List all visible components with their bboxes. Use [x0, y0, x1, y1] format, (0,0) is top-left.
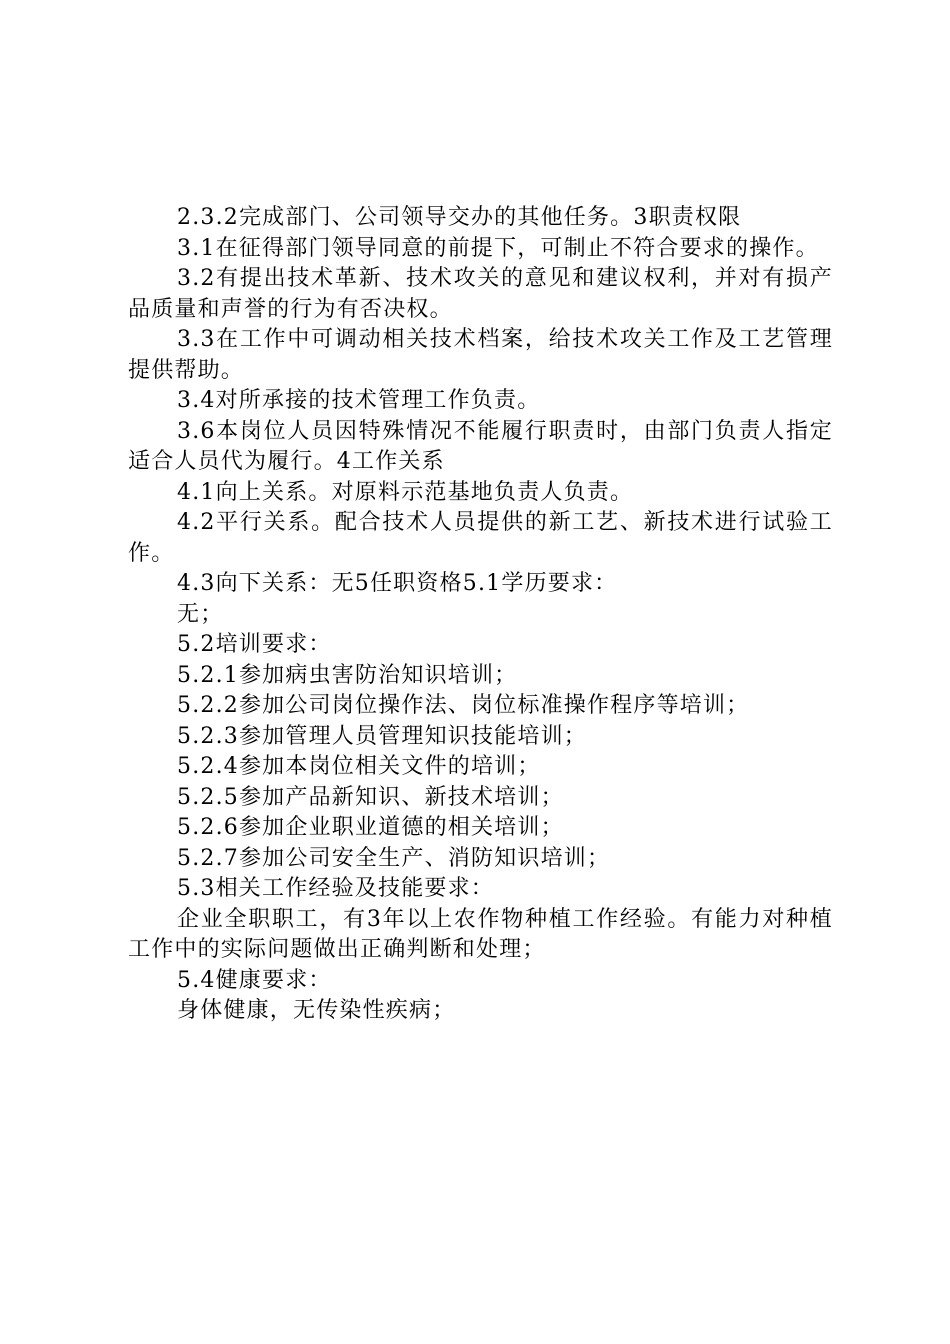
- paragraph-5-3: 5.3相关工作经验及技能要求：: [177, 876, 494, 901]
- paragraph-5-2-1: 5.2.1参加病虫害防治知识培训；: [177, 662, 518, 688]
- paragraph-3-6: 3.6本岗位人员因特殊情况不能履行职责时，由部门负责人指定适合人员代为履行。4工作关系: [128, 418, 833, 474]
- paragraph-4-2: 4.2平行关系。配合技术人员提供的新工艺、新技术进行试验工作。: [128, 510, 833, 566]
- paragraph-3-2: 3.2有提出技术革新、技术攻关的意见和建议权利，并对有损产品质量和声誉的行为有否决权。: [128, 266, 833, 322]
- paragraph-2-3-2: 2.3.2完成部门、公司领导交办的其他任务。3职责权限: [177, 205, 742, 230]
- document-page: [128, 203, 833, 1027]
- paragraph-5-2: 5.2培训要求：: [177, 632, 332, 657]
- paragraph-3-3: 3.3在工作中可调动相关技术档案，给技术攻关工作及工艺管理提供帮助。: [128, 327, 833, 383]
- paragraph-5-2-5: 5.2.5参加产品新知识、新技术培训；: [177, 784, 564, 810]
- paragraph-5-2-6: 5.2.6参加企业职业道德的相关培训；: [177, 815, 564, 840]
- paragraph-5-4: 5.4健康要求：: [177, 967, 332, 993]
- paragraph-5-2-3: 5.2.3参加管理人员管理知识技能培训；: [177, 723, 587, 749]
- paragraph-4-1: 4.1向上关系。对原料示范基地负责人负责。: [177, 479, 634, 505]
- paragraph-3-1: 3.1在征得部门领导同意的前提下，可制止不符合要求的操作。: [177, 235, 819, 261]
- paragraph-5-2-7: 5.2.7参加公司安全生产、消防知识培训；: [177, 845, 611, 871]
- paragraph-experience: 企业全职职工，有3年以上农作物种植工作经验。有能力对种植工作中的实际问题做出正确判断和处理；: [128, 906, 833, 962]
- paragraph-3-4: 3.4对所承接的技术管理工作负责。: [177, 388, 541, 413]
- paragraph-health: 身体健康，无传染性疾病；: [177, 998, 456, 1023]
- paragraph-5-2-4: 5.2.4参加本岗位相关文件的培训；: [177, 754, 541, 779]
- paragraph-4-3: 4.3向下关系：无5任职资格5.1学历要求：: [177, 571, 618, 596]
- paragraph-none: 无；: [177, 601, 224, 627]
- paragraph-5-2-2: 5.2.2参加公司岗位操作法、岗位标准操作程序等培训；: [177, 693, 750, 718]
